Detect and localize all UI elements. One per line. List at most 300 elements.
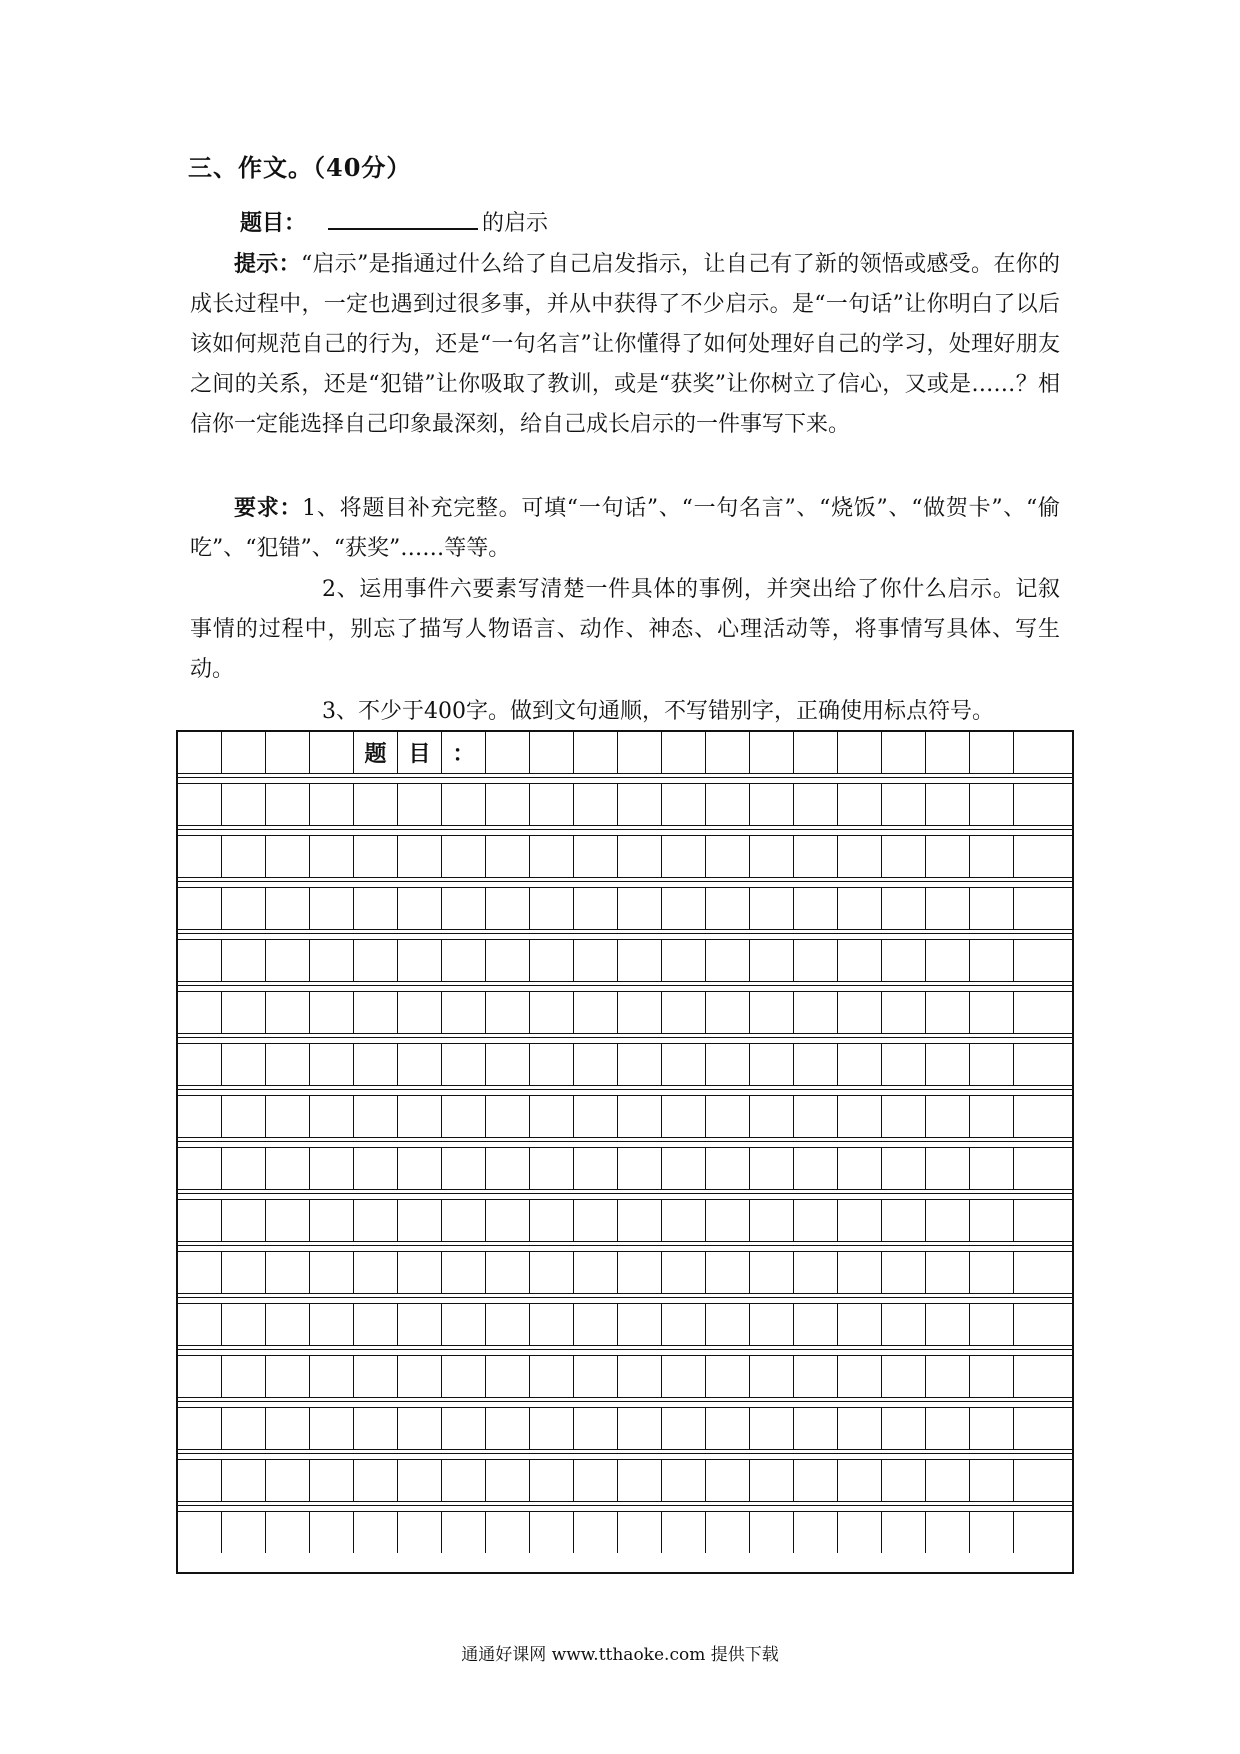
grid-cell[interactable] (178, 1512, 222, 1553)
grid-cell[interactable] (442, 1096, 486, 1137)
grid-cell[interactable] (838, 1408, 882, 1449)
grid-cell[interactable] (266, 1096, 310, 1137)
grid-cell[interactable] (618, 1408, 662, 1449)
grid-cell[interactable] (574, 1252, 618, 1293)
grid-cell[interactable] (442, 888, 486, 929)
grid-cell[interactable] (750, 1252, 794, 1293)
grid-cell[interactable] (882, 1252, 926, 1293)
grid-cell[interactable] (178, 1252, 222, 1293)
grid-cell[interactable] (530, 1356, 574, 1397)
grid-cell[interactable] (354, 784, 398, 825)
grid-cell[interactable] (178, 1408, 222, 1449)
grid-cell[interactable] (530, 732, 574, 773)
grid-cell[interactable] (662, 1252, 706, 1293)
grid-cell[interactable] (882, 1356, 926, 1397)
grid-cell[interactable] (354, 940, 398, 981)
grid-cell[interactable] (442, 1044, 486, 1085)
grid-cell[interactable] (970, 1460, 1014, 1501)
grid-cell[interactable] (178, 1356, 222, 1397)
grid-cell[interactable] (794, 1252, 838, 1293)
grid-cell[interactable] (354, 1252, 398, 1293)
grid-cell[interactable] (222, 1148, 266, 1189)
grid-cell[interactable] (662, 732, 706, 773)
grid-cell[interactable] (838, 940, 882, 981)
grid-cell[interactable] (266, 1200, 310, 1241)
grid-cell[interactable] (530, 940, 574, 981)
grid-cell[interactable] (750, 1200, 794, 1241)
grid-cell[interactable] (574, 1200, 618, 1241)
grid-cell[interactable] (662, 1044, 706, 1085)
grid-cell[interactable] (926, 1304, 970, 1345)
grid-cell[interactable] (618, 784, 662, 825)
grid-cell[interactable] (398, 1200, 442, 1241)
grid-cell[interactable] (486, 1044, 530, 1085)
grid-cell[interactable] (530, 1096, 574, 1137)
grid-cell[interactable] (882, 1148, 926, 1189)
grid-cell[interactable] (486, 836, 530, 877)
grid-cell[interactable] (838, 1304, 882, 1345)
grid-cell[interactable] (706, 1096, 750, 1137)
grid-cell[interactable] (882, 732, 926, 773)
grid-cell[interactable] (882, 992, 926, 1033)
grid-cell[interactable] (1014, 732, 1056, 773)
grid-cell[interactable] (574, 1096, 618, 1137)
grid-cell[interactable] (750, 1096, 794, 1137)
grid-cell[interactable] (1014, 1096, 1056, 1137)
grid-cell[interactable] (310, 1096, 354, 1137)
topic-blank[interactable] (328, 206, 478, 230)
grid-cell[interactable] (926, 1044, 970, 1085)
grid-cell[interactable] (794, 1356, 838, 1397)
grid-cell[interactable] (222, 836, 266, 877)
grid-cell[interactable] (178, 1200, 222, 1241)
grid-cell[interactable] (178, 1044, 222, 1085)
grid-cell[interactable] (222, 992, 266, 1033)
grid-cell[interactable] (970, 888, 1014, 929)
grid-cell[interactable] (926, 940, 970, 981)
grid-cell[interactable] (794, 1044, 838, 1085)
grid-cell[interactable] (706, 1200, 750, 1241)
grid-cell[interactable] (486, 784, 530, 825)
grid-cell[interactable] (530, 1148, 574, 1189)
grid-cell[interactable] (398, 1408, 442, 1449)
grid-cell[interactable] (838, 732, 882, 773)
grid-cell[interactable] (618, 1148, 662, 1189)
grid-cell[interactable] (750, 732, 794, 773)
grid-cell[interactable] (1014, 836, 1056, 877)
grid-cell[interactable] (838, 1252, 882, 1293)
grid-cell[interactable] (266, 1252, 310, 1293)
grid-cell[interactable] (662, 1460, 706, 1501)
grid-cell[interactable] (618, 1460, 662, 1501)
grid-cell[interactable] (882, 1044, 926, 1085)
grid-cell[interactable] (442, 1304, 486, 1345)
grid-cell[interactable] (1014, 1304, 1056, 1345)
grid-cell[interactable] (310, 1200, 354, 1241)
grid-cell[interactable] (750, 1356, 794, 1397)
grid-cell[interactable] (1014, 784, 1056, 825)
grid-cell[interactable] (574, 888, 618, 929)
grid-cell[interactable] (926, 836, 970, 877)
grid-cell[interactable] (706, 1408, 750, 1449)
grid-cell[interactable] (926, 784, 970, 825)
grid-cell[interactable] (662, 940, 706, 981)
grid-cell[interactable] (266, 992, 310, 1033)
grid-cell[interactable] (442, 1408, 486, 1449)
grid-cell[interactable] (530, 1460, 574, 1501)
grid-cell[interactable] (486, 1408, 530, 1449)
grid-cell[interactable] (838, 888, 882, 929)
grid-cell[interactable] (530, 1200, 574, 1241)
grid-cell[interactable] (530, 888, 574, 929)
grid-cell[interactable] (970, 992, 1014, 1033)
grid-cell[interactable] (398, 888, 442, 929)
grid-cell[interactable] (442, 784, 486, 825)
grid-cell[interactable] (178, 784, 222, 825)
grid-cell[interactable] (662, 888, 706, 929)
grid-cell[interactable] (222, 1356, 266, 1397)
grid-cell[interactable] (750, 784, 794, 825)
grid-cell[interactable] (266, 784, 310, 825)
grid-cell[interactable] (486, 1200, 530, 1241)
grid-cell[interactable] (662, 1512, 706, 1553)
grid-cell[interactable] (1014, 992, 1056, 1033)
grid-cell[interactable] (970, 1096, 1014, 1137)
grid-cell[interactable] (222, 1252, 266, 1293)
grid-cell[interactable] (838, 836, 882, 877)
grid-cell[interactable] (222, 1512, 266, 1553)
grid-cell[interactable] (354, 1044, 398, 1085)
grid-cell[interactable] (574, 1512, 618, 1553)
grid-cell[interactable] (222, 1044, 266, 1085)
grid-cell[interactable] (926, 1096, 970, 1137)
grid-cell[interactable] (310, 1356, 354, 1397)
grid-cell[interactable] (1014, 1408, 1056, 1449)
grid-cell[interactable] (398, 784, 442, 825)
grid-cell[interactable] (882, 836, 926, 877)
grid-cell[interactable] (530, 784, 574, 825)
grid-cell[interactable] (442, 1356, 486, 1397)
grid-cell[interactable] (970, 1148, 1014, 1189)
grid-cell[interactable] (574, 1460, 618, 1501)
grid-cell[interactable] (838, 992, 882, 1033)
grid-cell[interactable] (266, 1408, 310, 1449)
grid-cell[interactable] (838, 1356, 882, 1397)
grid-cell[interactable] (750, 836, 794, 877)
grid-cell[interactable] (970, 1512, 1014, 1553)
grid-cell[interactable] (618, 1356, 662, 1397)
grid-cell[interactable] (706, 1304, 750, 1345)
grid-cell[interactable] (882, 1460, 926, 1501)
grid-cell[interactable] (486, 1096, 530, 1137)
grid-cell[interactable] (706, 732, 750, 773)
grid-cell[interactable] (530, 1252, 574, 1293)
grid-cell[interactable] (882, 888, 926, 929)
grid-cell[interactable] (794, 1148, 838, 1189)
grid-cell[interactable] (926, 1356, 970, 1397)
grid-cell[interactable] (662, 1096, 706, 1137)
grid-cell[interactable] (662, 836, 706, 877)
grid-cell[interactable] (882, 1512, 926, 1553)
grid-cell[interactable] (794, 1460, 838, 1501)
grid-cell[interactable] (926, 1512, 970, 1553)
grid-cell[interactable] (618, 992, 662, 1033)
grid-cell[interactable] (750, 1044, 794, 1085)
grid-cell[interactable] (178, 836, 222, 877)
grid-cell[interactable] (882, 1200, 926, 1241)
grid-cell[interactable] (530, 1512, 574, 1553)
grid-cell[interactable] (486, 1252, 530, 1293)
grid-cell[interactable] (310, 1408, 354, 1449)
grid-cell[interactable] (486, 888, 530, 929)
grid-cell[interactable] (442, 1460, 486, 1501)
grid-cell[interactable] (706, 836, 750, 877)
grid-cell[interactable] (750, 940, 794, 981)
grid-cell[interactable] (266, 888, 310, 929)
grid-cell[interactable] (838, 1148, 882, 1189)
grid-cell[interactable] (266, 1356, 310, 1397)
grid-cell[interactable] (310, 784, 354, 825)
grid-cell[interactable] (926, 1460, 970, 1501)
grid-cell[interactable] (354, 992, 398, 1033)
grid-cell[interactable] (970, 784, 1014, 825)
grid-cell[interactable] (706, 1512, 750, 1553)
grid-cell[interactable] (354, 1304, 398, 1345)
grid-cell[interactable] (310, 836, 354, 877)
grid-cell[interactable] (574, 1356, 618, 1397)
grid-cell[interactable] (442, 1512, 486, 1553)
grid-cell[interactable] (310, 1148, 354, 1189)
grid-cell[interactable] (222, 784, 266, 825)
grid-cell[interactable] (970, 1356, 1014, 1397)
grid-cell[interactable] (354, 1148, 398, 1189)
grid-cell[interactable] (574, 940, 618, 981)
grid-cell[interactable] (354, 1408, 398, 1449)
grid-cell[interactable] (706, 1460, 750, 1501)
grid-cell[interactable] (574, 732, 618, 773)
grid-cell[interactable] (662, 1356, 706, 1397)
grid-cell[interactable] (178, 1096, 222, 1137)
grid-cell[interactable] (178, 940, 222, 981)
grid-cell[interactable] (486, 732, 530, 773)
grid-cell[interactable] (310, 1252, 354, 1293)
grid-cell[interactable] (794, 1512, 838, 1553)
grid-cell[interactable] (926, 888, 970, 929)
grid-cell[interactable] (662, 1148, 706, 1189)
grid-cell[interactable] (310, 888, 354, 929)
grid-cell[interactable] (222, 1304, 266, 1345)
grid-cell[interactable] (838, 784, 882, 825)
grid-cell[interactable] (970, 1408, 1014, 1449)
grid-cell[interactable] (530, 836, 574, 877)
grid-cell[interactable] (354, 1356, 398, 1397)
grid-cell[interactable] (662, 992, 706, 1033)
grid-cell[interactable] (926, 1408, 970, 1449)
grid-cell[interactable] (706, 888, 750, 929)
grid-cell[interactable] (794, 888, 838, 929)
grid-cell[interactable] (1014, 1044, 1056, 1085)
grid-cell[interactable] (266, 1512, 310, 1553)
grid-cell[interactable] (926, 1200, 970, 1241)
grid-cell[interactable] (266, 1148, 310, 1189)
grid-cell[interactable] (750, 1148, 794, 1189)
grid-cell[interactable] (398, 836, 442, 877)
grid-cell[interactable] (706, 784, 750, 825)
grid-cell[interactable] (266, 940, 310, 981)
grid-cell[interactable] (310, 1512, 354, 1553)
grid-cell[interactable] (618, 888, 662, 929)
grid-cell[interactable] (442, 1252, 486, 1293)
grid-cell[interactable] (266, 1304, 310, 1345)
grid-cell[interactable] (882, 940, 926, 981)
grid-cell[interactable] (178, 1148, 222, 1189)
grid-cell[interactable] (486, 1304, 530, 1345)
grid-cell[interactable] (970, 1200, 1014, 1241)
grid-cell[interactable] (1014, 940, 1056, 981)
grid-cell[interactable] (398, 1148, 442, 1189)
grid-cell[interactable] (398, 1460, 442, 1501)
grid-cell[interactable] (530, 1408, 574, 1449)
grid-cell[interactable] (486, 1512, 530, 1553)
grid-cell[interactable] (662, 1200, 706, 1241)
grid-cell[interactable] (970, 1044, 1014, 1085)
grid-cell[interactable] (310, 1304, 354, 1345)
grid-cell[interactable] (222, 1096, 266, 1137)
grid-cell[interactable] (926, 1252, 970, 1293)
grid-cell[interactable] (618, 940, 662, 981)
grid-cell[interactable] (706, 1044, 750, 1085)
grid-cell[interactable] (618, 1252, 662, 1293)
grid-cell[interactable] (926, 992, 970, 1033)
grid-cell[interactable] (838, 1044, 882, 1085)
grid-cell[interactable] (398, 940, 442, 981)
grid-cell[interactable] (618, 1512, 662, 1553)
grid-cell[interactable] (222, 732, 266, 773)
grid-cell[interactable] (662, 1408, 706, 1449)
grid-cell[interactable] (398, 1304, 442, 1345)
grid-cell[interactable] (970, 1304, 1014, 1345)
grid-cell[interactable] (222, 1200, 266, 1241)
grid-cell[interactable] (1014, 888, 1056, 929)
grid-cell[interactable] (794, 1408, 838, 1449)
grid-cell[interactable] (354, 1460, 398, 1501)
grid-cell[interactable] (926, 1148, 970, 1189)
grid-cell[interactable] (618, 1304, 662, 1345)
grid-cell[interactable] (1014, 1252, 1056, 1293)
grid-cell[interactable] (354, 1512, 398, 1553)
grid-cell[interactable] (1014, 1200, 1056, 1241)
grid-cell[interactable] (222, 940, 266, 981)
grid-cell[interactable] (178, 1460, 222, 1501)
grid-cell[interactable] (970, 1252, 1014, 1293)
grid-cell[interactable] (310, 1460, 354, 1501)
grid-cell[interactable] (882, 1304, 926, 1345)
grid-cell[interactable] (398, 992, 442, 1033)
grid-cell[interactable] (794, 784, 838, 825)
grid-cell[interactable] (574, 1304, 618, 1345)
grid-cell[interactable] (1014, 1512, 1056, 1553)
grid-cell[interactable] (750, 1408, 794, 1449)
grid-cell[interactable] (178, 992, 222, 1033)
grid-cell[interactable] (354, 1096, 398, 1137)
grid-cell[interactable] (266, 1460, 310, 1501)
grid-cell[interactable] (838, 1460, 882, 1501)
grid-cell[interactable] (750, 1460, 794, 1501)
grid-cell[interactable] (398, 1252, 442, 1293)
grid-cell[interactable] (838, 1096, 882, 1137)
grid-cell[interactable] (442, 1200, 486, 1241)
grid-cell[interactable] (662, 1304, 706, 1345)
grid-cell[interactable] (574, 784, 618, 825)
grid-cell[interactable] (970, 940, 1014, 981)
grid-cell[interactable] (266, 732, 310, 773)
grid-cell[interactable] (266, 836, 310, 877)
grid-cell[interactable] (310, 940, 354, 981)
grid-cell[interactable] (178, 888, 222, 929)
grid-cell[interactable] (794, 732, 838, 773)
grid-cell[interactable] (618, 1044, 662, 1085)
grid-cell[interactable] (222, 1460, 266, 1501)
grid-cell[interactable] (706, 1148, 750, 1189)
grid-cell[interactable] (794, 992, 838, 1033)
grid-cell[interactable] (398, 1044, 442, 1085)
grid-cell[interactable] (882, 1408, 926, 1449)
grid-cell[interactable] (1014, 1460, 1056, 1501)
grid-cell[interactable] (750, 992, 794, 1033)
grid-cell[interactable] (398, 1096, 442, 1137)
grid-cell[interactable] (442, 1148, 486, 1189)
grid-cell[interactable] (442, 836, 486, 877)
grid-cell[interactable] (310, 1044, 354, 1085)
grid-cell[interactable] (222, 888, 266, 929)
grid-cell[interactable] (750, 1304, 794, 1345)
grid-cell[interactable] (530, 1304, 574, 1345)
grid-cell[interactable] (574, 836, 618, 877)
grid-cell[interactable] (442, 992, 486, 1033)
grid-cell[interactable] (310, 732, 354, 773)
grid-cell[interactable] (574, 1044, 618, 1085)
grid-cell[interactable] (794, 1096, 838, 1137)
grid-cell[interactable] (706, 1356, 750, 1397)
grid-cell[interactable] (574, 1408, 618, 1449)
grid-cell[interactable] (662, 784, 706, 825)
grid-cell[interactable] (222, 1408, 266, 1449)
grid-cell[interactable] (354, 1200, 398, 1241)
grid-cell[interactable] (354, 836, 398, 877)
grid-cell[interactable] (530, 992, 574, 1033)
grid-cell[interactable] (486, 940, 530, 981)
grid-cell[interactable] (442, 940, 486, 981)
grid-cell[interactable] (266, 1044, 310, 1085)
grid-cell[interactable] (354, 888, 398, 929)
grid-cell[interactable] (750, 1512, 794, 1553)
grid-cell[interactable] (750, 888, 794, 929)
grid-cell[interactable] (398, 1356, 442, 1397)
grid-cell[interactable] (794, 1200, 838, 1241)
grid-cell[interactable] (618, 836, 662, 877)
grid-cell[interactable] (486, 1356, 530, 1397)
grid-cell[interactable] (618, 1200, 662, 1241)
grid-cell[interactable] (486, 1460, 530, 1501)
grid-cell[interactable] (882, 1096, 926, 1137)
grid-cell[interactable] (178, 1304, 222, 1345)
grid-cell[interactable] (970, 836, 1014, 877)
grid-cell[interactable] (838, 1200, 882, 1241)
grid-cell[interactable] (970, 732, 1014, 773)
grid-cell[interactable] (574, 992, 618, 1033)
grid-cell[interactable] (178, 732, 222, 773)
grid-cell[interactable] (618, 1096, 662, 1137)
